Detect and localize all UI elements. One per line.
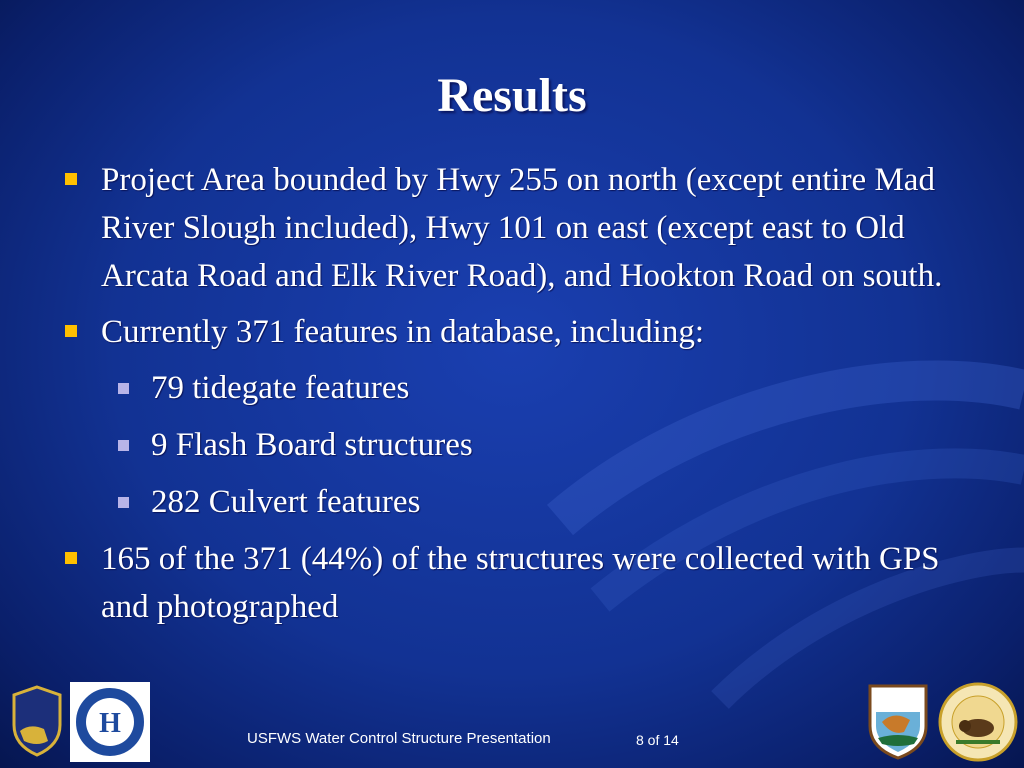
sub-bullet-text: 79 tidegate features xyxy=(151,370,410,406)
slide-content xyxy=(58,156,958,639)
page-number: 8 of 14 xyxy=(636,732,679,748)
bullet-square-icon xyxy=(65,552,77,564)
sub-bullet-tidegate xyxy=(108,364,958,412)
bullet-gps-collected xyxy=(58,535,958,631)
sub-bullet-culvert xyxy=(108,478,958,526)
svg-text:H: H xyxy=(99,708,121,739)
sub-bullet-text: 9 Flash Board structures xyxy=(151,427,473,463)
bullet-feature-count xyxy=(58,308,958,356)
california-fish-game-badge-icon xyxy=(10,685,64,757)
bullet-text: Currently 371 features in database, including: xyxy=(101,314,704,350)
bullet-project-area xyxy=(58,156,958,300)
bullet-square-icon xyxy=(65,325,77,337)
slide-title: Results xyxy=(437,69,587,122)
bullet-text: 165 of the 371 (44%) of the structures were collected with GPS and photographed xyxy=(101,541,940,625)
humboldt-bay-harbor-district-seal-icon xyxy=(70,682,150,762)
sub-bullet-text: 282 Culvert features xyxy=(151,484,421,520)
sub-bullet-square-icon xyxy=(118,497,129,508)
footer-presentation-title: USFWS Water Control Structure Presentation xyxy=(247,730,551,747)
department-of-interior-seal-icon xyxy=(938,682,1018,762)
usfws-shield-icon xyxy=(864,682,932,760)
sub-bullet-square-icon xyxy=(118,440,129,451)
bullet-text: Project Area bounded by Hwy 255 on north (except entire Mad River Slough included), Hwy 101 on east (except east to Old Arcata Road and Elk River Road), and Hookton Road on south. xyxy=(101,162,943,294)
sub-bullet-flash-board xyxy=(108,421,958,469)
bullet-square-icon xyxy=(65,173,77,185)
sub-bullet-square-icon xyxy=(118,383,129,394)
